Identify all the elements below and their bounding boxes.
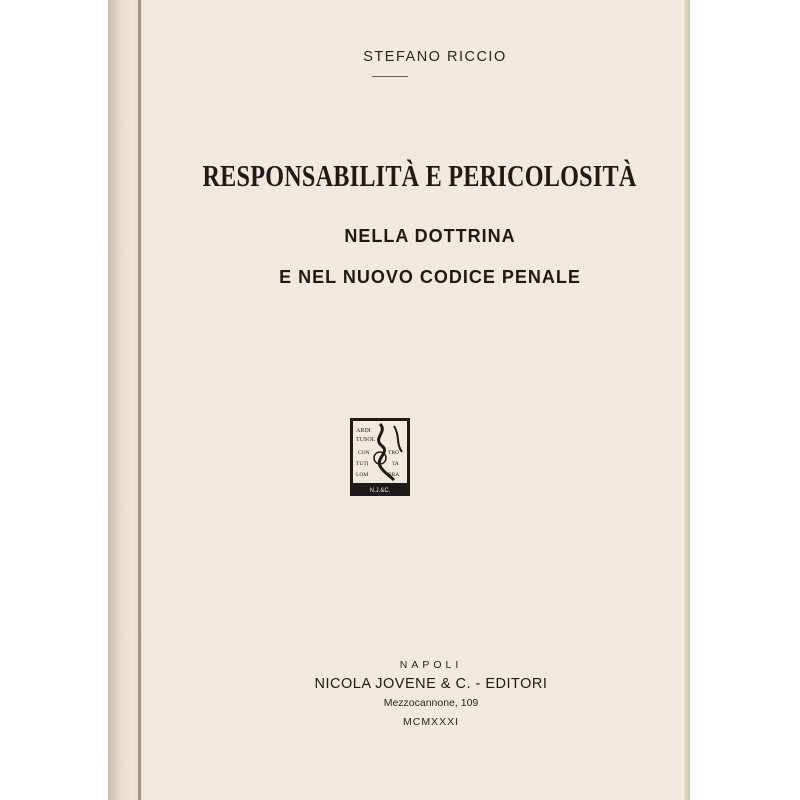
imprint-year: MCMXXXI xyxy=(402,716,459,728)
mark-text-2: TUSOL xyxy=(356,437,376,443)
mark-text-1: ARDI xyxy=(356,428,371,434)
mark-text-4: TRO xyxy=(388,450,399,456)
mark-text-5: TUTI xyxy=(356,461,369,467)
publisher-mark-emblem xyxy=(350,418,410,496)
author-rule xyxy=(372,76,408,77)
mark-text-9: N.J.&C. xyxy=(369,488,391,494)
mark-text-3: CON xyxy=(358,450,370,456)
imprint-place: NAPOLI xyxy=(399,659,463,671)
author-name: STEFANO RICCIO xyxy=(363,49,507,65)
imprint-publisher: NICOLA JOVENE & C. - EDITORI xyxy=(314,676,548,692)
subtitle-line-2: E NEL NUOVO CODICE PENALE xyxy=(279,267,581,287)
mark-text-7: LOM xyxy=(356,472,369,478)
book-title: RESPONSABILITÀ E PERICOLOSITÀ xyxy=(202,158,637,193)
subtitle-line-1: NELLA DOTTRINA xyxy=(344,226,516,246)
imprint-address: Mezzocannone, 109 xyxy=(383,697,479,709)
mark-text-6: TA xyxy=(392,461,399,467)
mark-text-8: BRA xyxy=(388,472,400,478)
